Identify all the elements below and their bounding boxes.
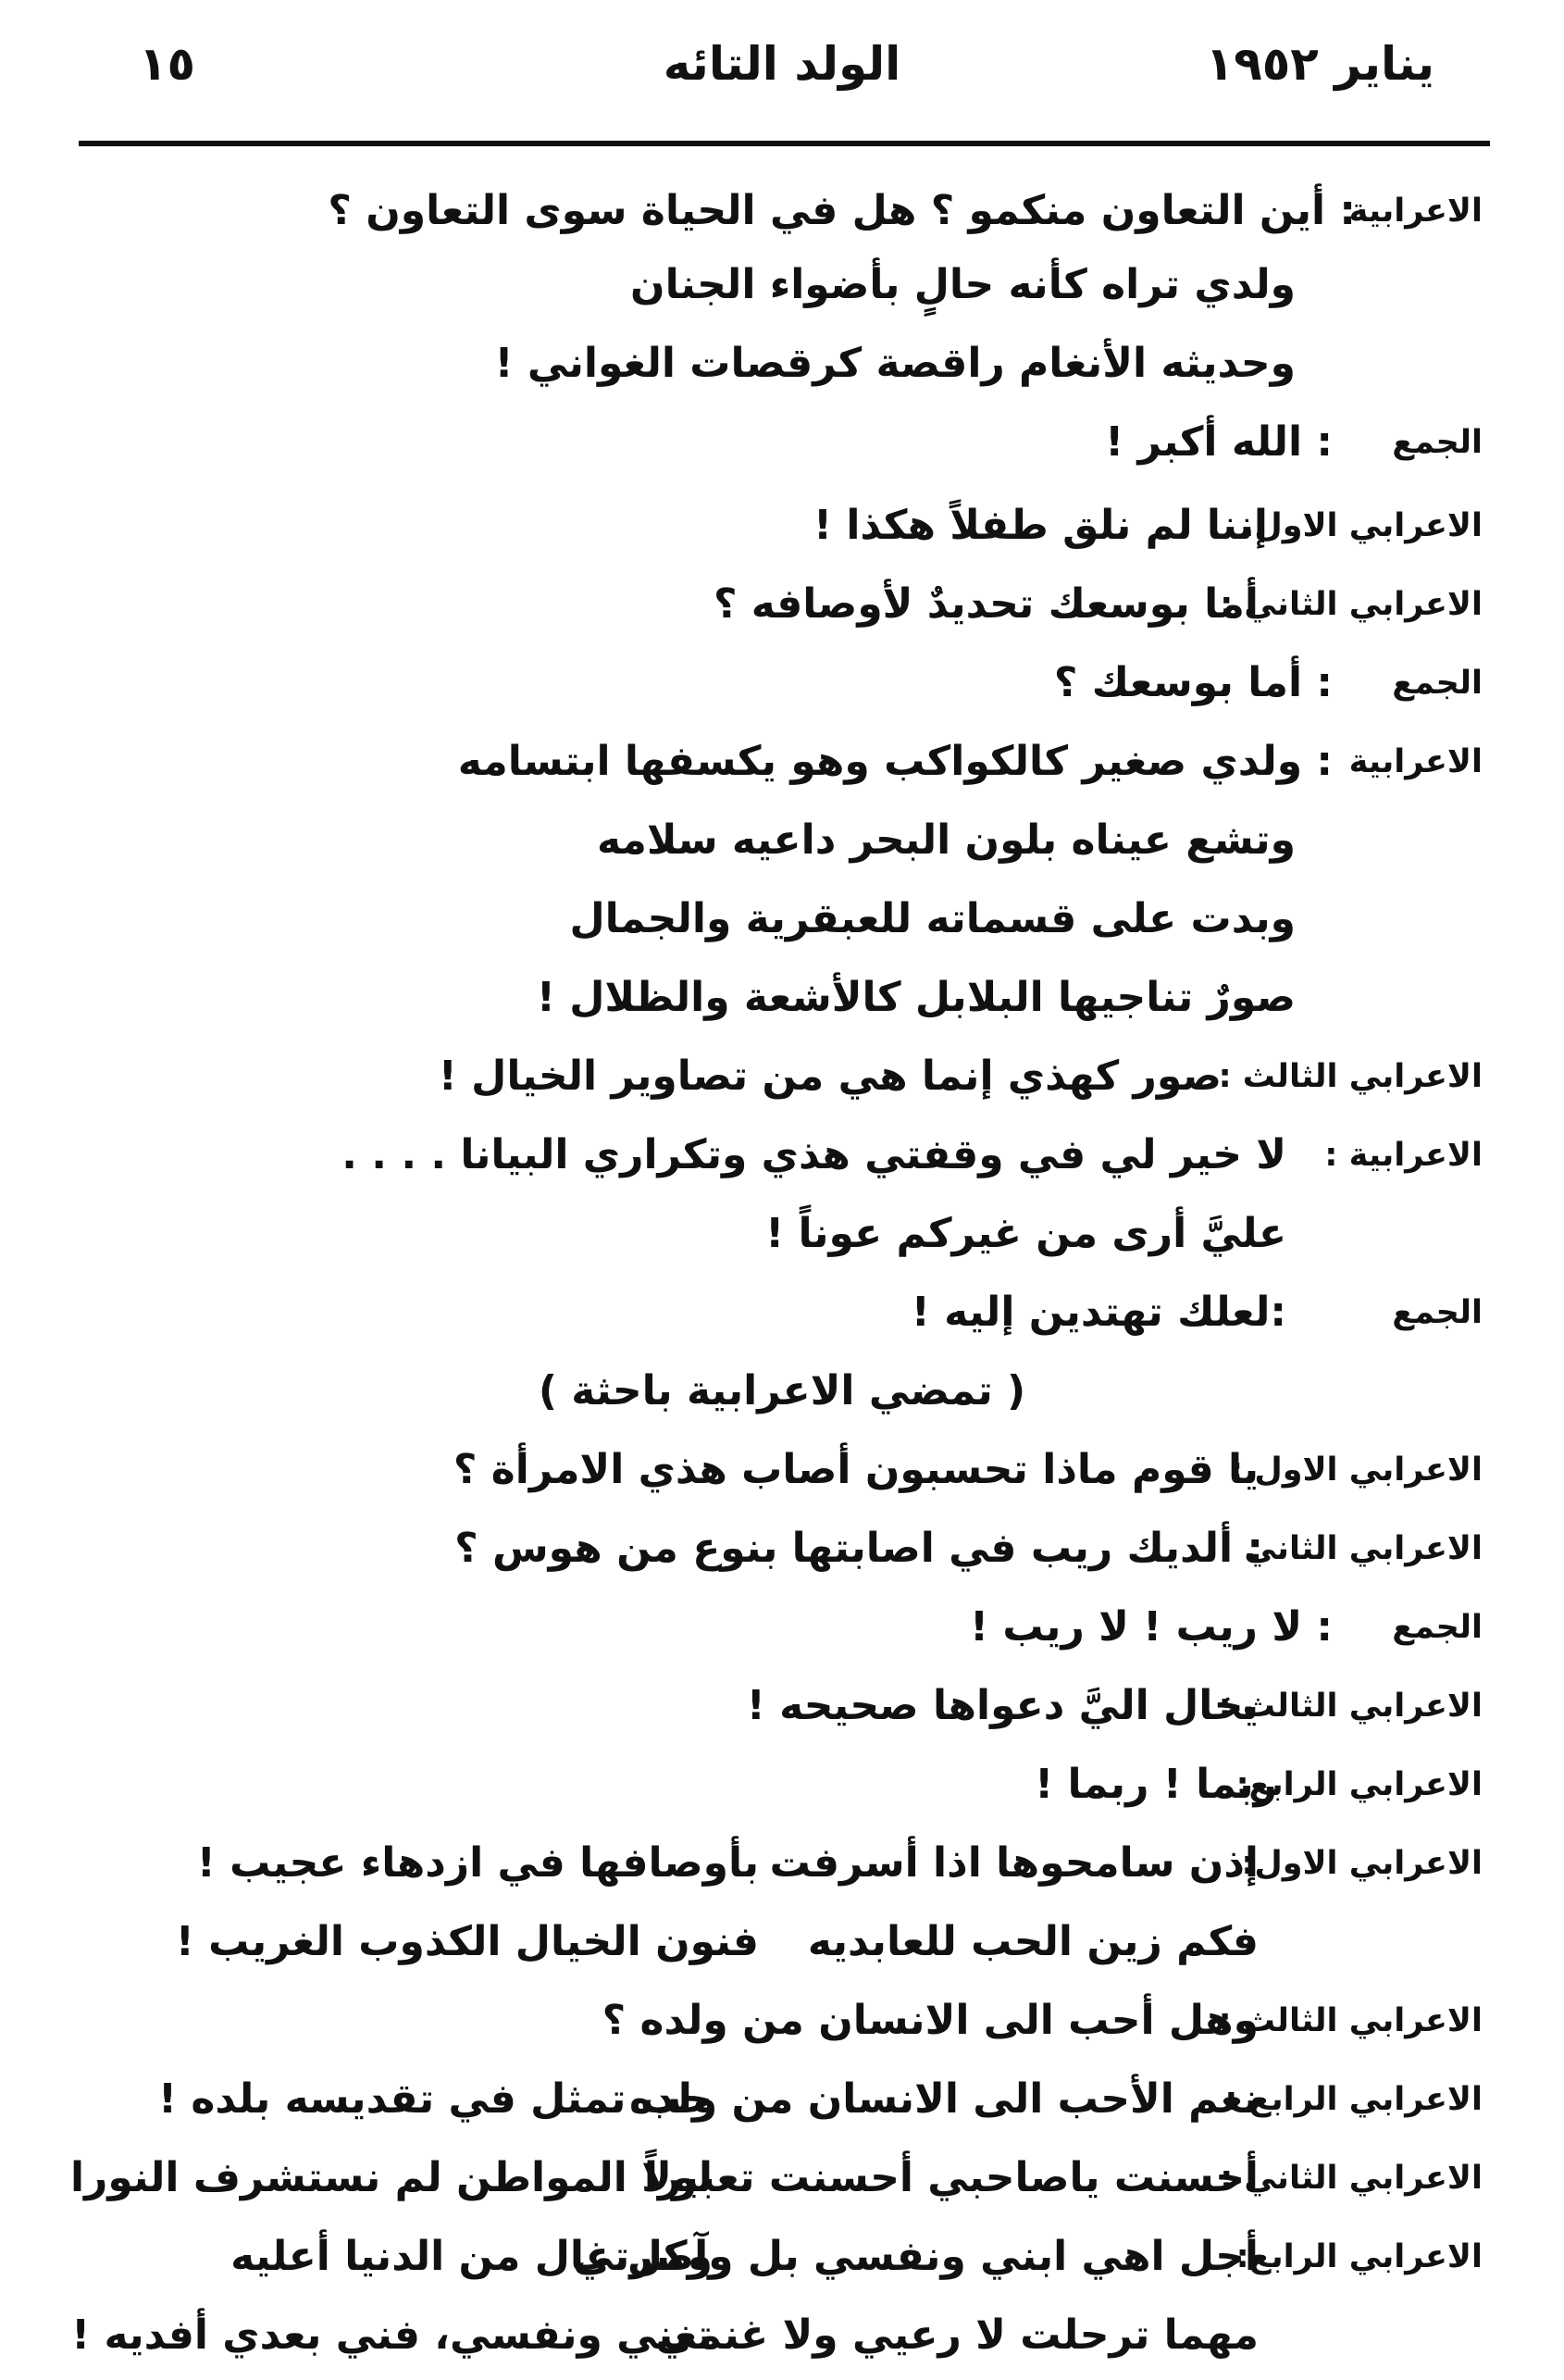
header-page-number: ١٥: [139, 37, 196, 91]
header-date: يناير ١٩٥٢: [1205, 37, 1434, 91]
dialogue-line: [0, 1032, 1564, 1121]
dialogue-line: [0, 717, 1564, 806]
speaker-label: الاعرابي الثاني :: [1220, 586, 1483, 623]
dialogue-text: صورٌ تناجيها البلابل كالأشعة والظلال !: [536, 974, 1296, 1021]
couplet-first-hemistich: أحسنت ياصاحبي أحسنت تعبيراً: [643, 2154, 1259, 2201]
speaker-label: الاعرابية :: [1324, 1137, 1483, 1174]
dialogue-line: [0, 241, 1564, 330]
dialogue-text: وتشع عيناه بلون البحر داعيه سلامه: [596, 816, 1296, 864]
speaker-label: الجمع: [1392, 1294, 1483, 1331]
dialogue-text: ولدي تراه كأنه حالٍ بأضواء الجنان: [630, 261, 1296, 308]
couplet-line: [0, 2291, 1564, 2380]
dialogue-line: [0, 1583, 1564, 1672]
couplet-second-hemistich: وكل غال من الدنيا أعليه: [230, 2233, 713, 2280]
couplet-second-hemistich: لولا المواطن لم نستشرف النورا: [69, 2154, 713, 2201]
dialogue-text: : أما بوسعك ؟: [1053, 659, 1333, 706]
dialogue-line: [0, 1111, 1564, 1200]
couplet-first-hemistich: أجل اهي ابني ونفسي بل وآصرتي: [573, 2233, 1259, 2280]
speaker-label: الاعرابي الرابع:: [1235, 1766, 1483, 1803]
dialogue-line: [0, 560, 1564, 649]
dialogue-text: : ولدي صغير كالكواكب وهو يكسفها ابتسامه: [457, 738, 1333, 785]
dialogue-text: :لعلك تهتدين إليه !: [911, 1289, 1286, 1336]
header-title: الولد التائه: [663, 37, 901, 91]
speaker-label: الاعرابي الاول.: [1242, 507, 1483, 544]
stage-direction-line: [0, 1347, 1564, 1436]
speaker-label: الاعرابي الثاني: [1244, 1530, 1483, 1567]
dialogue-text: وهل أحب الى الانسان من ولده ؟: [602, 1997, 1259, 2044]
dialogue-text: يخال اليَّ دعواها صحيحه !: [746, 1682, 1259, 1729]
dialogue-text: : الله أكبر !: [1105, 418, 1333, 466]
speaker-label: الاعرابي الثاني :: [1220, 2160, 1483, 2197]
dialogue-line: [0, 796, 1564, 885]
dialogue-text: أما بوسعك تحديدٌ لأوصافه ؟: [713, 580, 1259, 628]
stage-direction: ( تمضي الاعرابية باحثة ): [538, 1367, 1026, 1414]
dialogue-line: [0, 1426, 1564, 1514]
speaker-label: الاعرابي الاول:: [1241, 1845, 1483, 1882]
dialogue-text: : ألديك ريب في اصابتها بنوع من هوس ؟: [454, 1525, 1263, 1572]
speaker-label: الاعرابي الثالث :: [1218, 2002, 1483, 2039]
dialogue-line: [0, 398, 1564, 487]
dialogue-line: [0, 1662, 1564, 1751]
speaker-label: الجمع: [1392, 424, 1483, 461]
verse-second-hemistich: فنون الخيال الكذوب الغريب !: [175, 1918, 759, 1965]
verse-first-hemistich: فكم زين الحب للعابديه: [807, 1918, 1259, 1965]
speaker-label: الاعرابي الثالث :: [1218, 1058, 1483, 1095]
verse-second-hemistich: بأوصافها في ازدهاء عجيب !: [196, 1839, 759, 1887]
dialogue-text: صور كهذي إنما هي من تصاوير الخيال !: [438, 1053, 1222, 1100]
couplet-first-hemistich: مهما ترحلت لا رعيي ولا غنمي: [655, 2311, 1259, 2359]
verse-line: [0, 1819, 1564, 1908]
verse-first-hemistich: إذن سامحوها اذا أسرفت: [769, 1839, 1259, 1887]
dialogue-text: : لا ريب ! لا ريب !: [969, 1603, 1333, 1651]
speaker-label: الاعرابي الرابع:: [1235, 2238, 1483, 2275]
couplet-line: [0, 2134, 1564, 2223]
speaker-label: الاعرابية: [1348, 743, 1483, 780]
dialogue-line: [0, 1504, 1564, 1593]
dialogue-line: [0, 1976, 1564, 2065]
dialogue-text: لا خير لي في وقفتي هذي وتكراري البيانا . . . .: [341, 1131, 1286, 1178]
dialogue-line: [0, 1740, 1564, 1829]
dialogue-text: ربما ! ربما !: [1035, 1761, 1277, 1808]
header-rule: [79, 141, 1490, 146]
speaker-label: الاعرابي الثالث :: [1218, 1688, 1483, 1725]
dialogue-text: وحديثه الأنغام راقصة كرقصات الغواني !: [494, 340, 1296, 387]
couplet-line: [0, 2055, 1564, 2144]
dialogue-line: [0, 1190, 1564, 1278]
dialogue-line: [0, 875, 1564, 964]
speaker-label: الجمع: [1392, 665, 1483, 702]
verse-line: [0, 1898, 1564, 1987]
couplet-line: [0, 2212, 1564, 2301]
dialogue-text: إننا لم نلق طفلاً هكذا !: [813, 502, 1268, 549]
dialogue-text: عليَّ أرى من غيركم عوناً !: [765, 1210, 1286, 1257]
speaker-label: الاعرابي الاول :: [1230, 1452, 1483, 1489]
speaker-label: الاعرابي الرابع :: [1224, 2081, 1483, 2118]
couplet-first-hemistich: نعم الأحب الى الانسان من ولده: [628, 2075, 1259, 2123]
speaker-label: الجمع: [1392, 1609, 1483, 1646]
speaker-label: الاعرابية: [1348, 193, 1483, 230]
couplet-second-hemistich: تغني ونفسي، فني بعدي أفديه !: [71, 2311, 713, 2359]
dialogue-line: [0, 481, 1564, 570]
dialogue-line: [0, 1268, 1564, 1357]
dialogue-text: وبدت على قسماته للعبقرية والجمال: [569, 895, 1296, 942]
couplet-second-hemistich: حب تمثل في تقديسه بلده !: [158, 2075, 713, 2123]
dialogue-line: [0, 953, 1564, 1042]
dialogue-line: [0, 639, 1564, 728]
dialogue-line: [0, 319, 1564, 408]
dialogue-text: : أين التعاون منكمو ؟ هل في الحياة سوى التعاون ؟: [328, 187, 1356, 234]
dialogue-text: يا قوم ماذا تحسبون أصاب هذي الامرأة ؟: [453, 1446, 1259, 1493]
